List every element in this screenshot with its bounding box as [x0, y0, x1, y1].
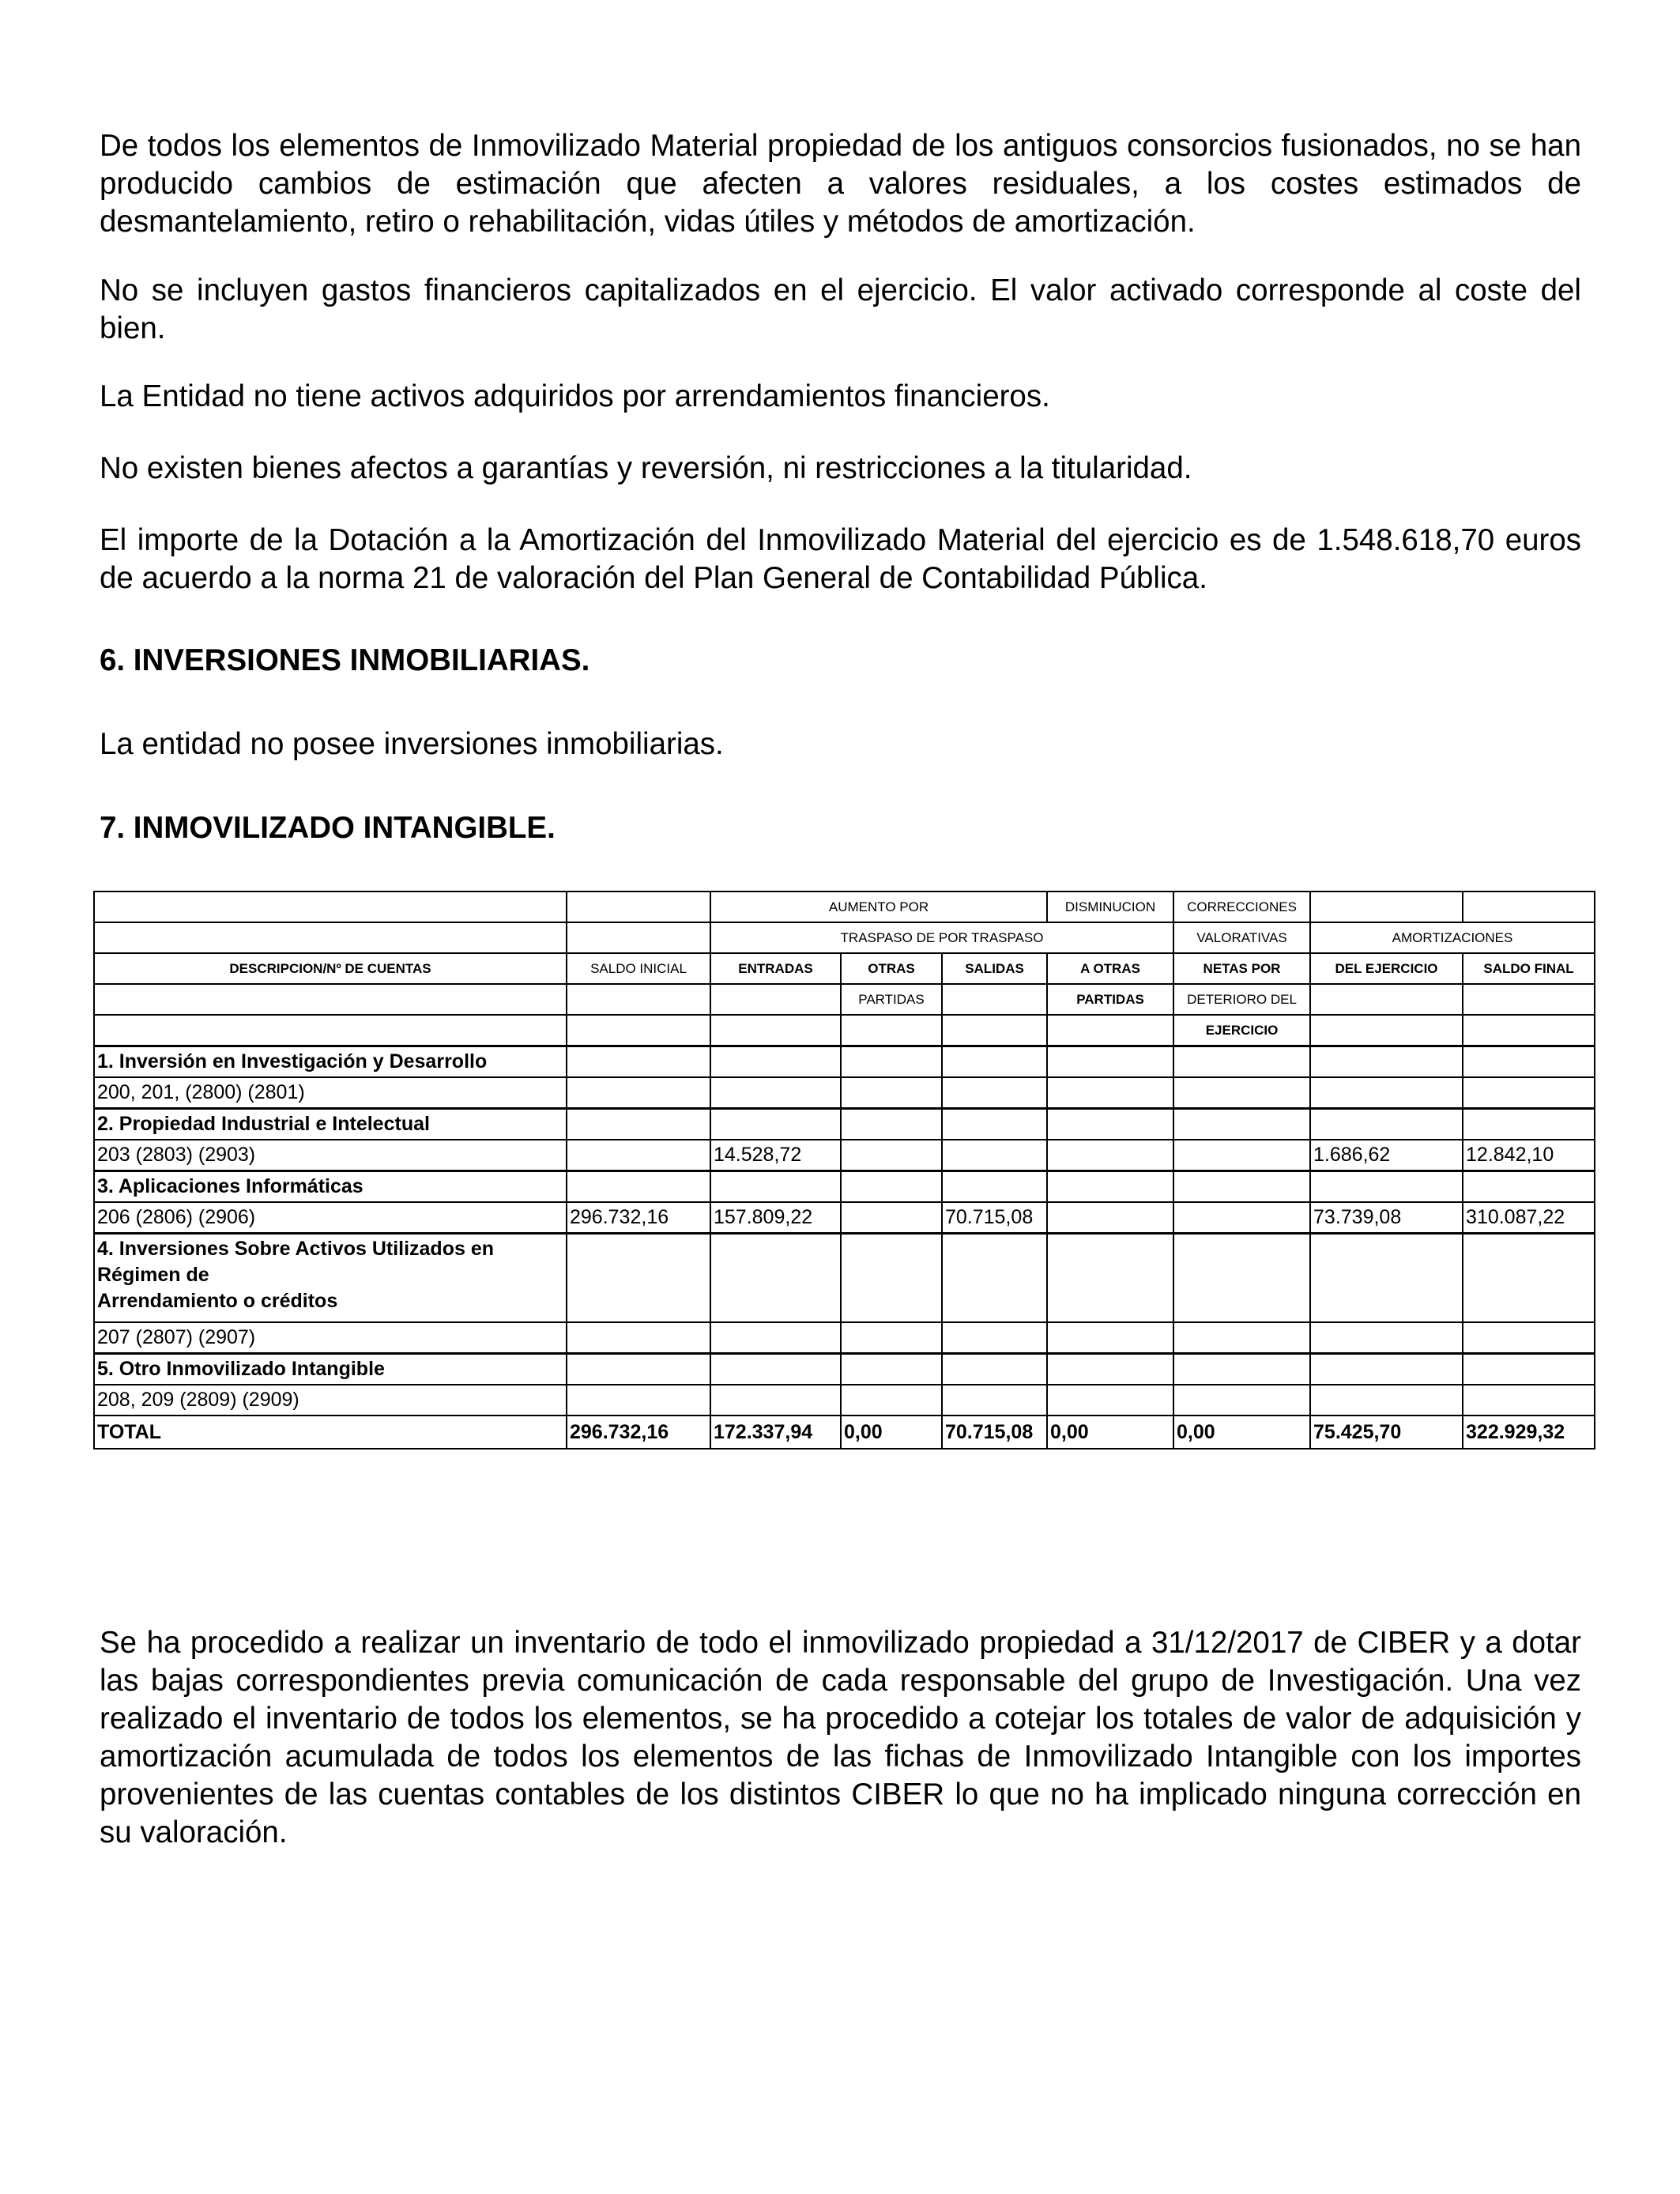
header-aumento-por: AUMENTO POR	[710, 892, 1047, 922]
table-row	[94, 1322, 1595, 1354]
heading-inmovilizado-intangible: 7. INMOVILIZADO INTANGIBLE.	[100, 811, 556, 845]
row-label-line: 4. Inversiones Sobre Activos Utilizados en Régimen de	[97, 1238, 495, 1286]
total-salidas: 70.715,08	[942, 1416, 1047, 1449]
cell-entradas: 157.809,22	[710, 1202, 841, 1234]
table-row	[94, 1109, 1595, 1140]
header-disminucion: DISMINUCION	[1047, 892, 1173, 922]
total-del-ejercicio: 75.425,70	[1310, 1416, 1463, 1449]
paragraph-estimacion: De todos los elementos de Inmovilizado Material propiedad de los antiguos consorcios fusionados, no se han producido cambios de estimación que afecten a valores residuales, a los costes estimados de desmantelamiento, retiro o rehabilitación, vidas útiles y métodos de amortización.	[100, 129, 1581, 239]
paragraph-arrendamientos: La Entidad no tiene activos adquiridos por arrendamientos financieros.	[100, 379, 1050, 413]
row-label	[94, 1234, 567, 1323]
paragraph-dotacion: El importe de la Dotación a la Amortización del Inmovilizado Material del ejercicio es de 1.548.618,70 euros de acuerdo a la norma 21 de valoración del Plan General de Contabilidad Pública.	[100, 523, 1581, 595]
header-partidas: PARTIDAS	[1047, 984, 1173, 1015]
header-correcciones: CORRECCIONES	[1173, 892, 1310, 922]
header-row	[94, 922, 1595, 953]
total-netas-por: 0,00	[1173, 1416, 1310, 1449]
cell-saldo-inicial: 296.732,16	[567, 1202, 710, 1234]
header-del-ejercicio: DEL EJERCICIO	[1310, 953, 1463, 984]
row-label: 5. Otro Inmovilizado Intangible	[94, 1354, 567, 1385]
row-label: 207 (2807) (2907)	[94, 1322, 567, 1354]
total-label: TOTAL	[94, 1416, 567, 1449]
table-row	[94, 1354, 1595, 1385]
row-label: 3. Aplicaciones Informáticas	[94, 1171, 567, 1203]
header-partidas: PARTIDAS	[841, 984, 942, 1015]
paragraph-gastos-financieros: No se incluyen gastos financieros capitalizados en el ejercicio. El valor activado corresponde al coste del bien.	[100, 273, 1581, 345]
row-label: 203 (2803) (2903)	[94, 1140, 567, 1171]
table-row	[94, 1202, 1595, 1234]
table-row	[94, 1140, 1595, 1171]
row-label: 2. Propiedad Industrial e Intelectual	[94, 1109, 567, 1140]
cell-saldo-final: 12.842,10	[1463, 1140, 1595, 1171]
cell-salidas: 70.715,08	[942, 1202, 1047, 1234]
row-label: 1. Inversión en Investigación y Desarrollo	[94, 1046, 567, 1078]
header-entradas: ENTRADAS	[710, 953, 841, 984]
header-salidas: SALIDAS	[942, 953, 1047, 984]
cell-entradas: 14.528,72	[710, 1140, 841, 1171]
total-otras: 0,00	[841, 1416, 942, 1449]
header-deterioro-del: DETERIORO DEL	[1173, 984, 1310, 1015]
table-row	[94, 1046, 1595, 1078]
paragraph-garantias: No existen bienes afectos a garantías y reversión, ni restricciones a la titularidad.	[100, 451, 1192, 485]
header-ejercicio: EJERCICIO	[1173, 1015, 1310, 1046]
cell-del-ejercicio: 1.686,62	[1310, 1140, 1463, 1171]
header-netas-por: NETAS POR	[1173, 953, 1310, 984]
total-saldo-final: 322.929,32	[1463, 1416, 1595, 1449]
table-row	[94, 1077, 1595, 1109]
row-label: 206 (2806) (2906)	[94, 1202, 567, 1234]
total-row	[94, 1416, 1595, 1449]
paragraph-inversiones-inmobiliarias: La entidad no posee inversiones inmobiliarias.	[100, 727, 724, 761]
table-row	[94, 1385, 1595, 1416]
row-label-line: Arrendamiento o créditos	[97, 1290, 338, 1312]
header-row	[94, 953, 1595, 984]
heading-inversiones-inmobiliarias: 6. INVERSIONES INMOBILIARIAS.	[100, 643, 590, 677]
header-row	[94, 984, 1595, 1015]
row-label: 208, 209 (2809) (2909)	[94, 1385, 567, 1416]
header-valorativas: VALORATIVAS	[1173, 922, 1310, 953]
paragraph-inventario: Se ha procedido a realizar un inventario de todo el inmovilizado propiedad a 31/12/2017 de CIBER y a dotar las bajas correspondientes previa comunicación de cada responsable del grupo de Investigación. Una vez realizado el inventario de todos los elementos, se ha procedido a cotejar los totales de valor de adquisición y amortización acumulada de todos los elementos de las fichas de Inmovilizado Intangible con los importes provenientes de las cuentas contables de los distintos CIBER lo que no ha implicado ninguna corrección en su valoración.	[100, 1626, 1581, 1849]
header-otras: OTRAS	[841, 953, 942, 984]
cell-del-ejercicio: 73.739,08	[1310, 1202, 1463, 1234]
header-saldo-inicial: SALDO INICIAL	[567, 953, 710, 984]
total-saldo-inicial: 296.732,16	[567, 1416, 710, 1449]
header-row	[94, 1015, 1595, 1046]
total-a-otras: 0,00	[1047, 1416, 1173, 1449]
table-row	[94, 1234, 1595, 1323]
header-amortizaciones: AMORTIZACIONES	[1310, 922, 1595, 953]
total-entradas: 172.337,94	[710, 1416, 841, 1449]
header-descripcion: DESCRIPCION/Nº DE CUENTAS	[94, 953, 567, 984]
cell-saldo-final: 310.087,22	[1463, 1202, 1595, 1234]
intangible-assets-table	[93, 891, 1595, 1449]
row-label: 200, 201, (2800) (2801)	[94, 1077, 567, 1109]
header-traspaso: TRASPASO DE POR TRASPASO	[710, 922, 1173, 953]
header-a-otras: A OTRAS	[1047, 953, 1173, 984]
header-row	[94, 892, 1595, 922]
header-saldo-final: SALDO FINAL	[1463, 953, 1595, 984]
table-row	[94, 1171, 1595, 1203]
